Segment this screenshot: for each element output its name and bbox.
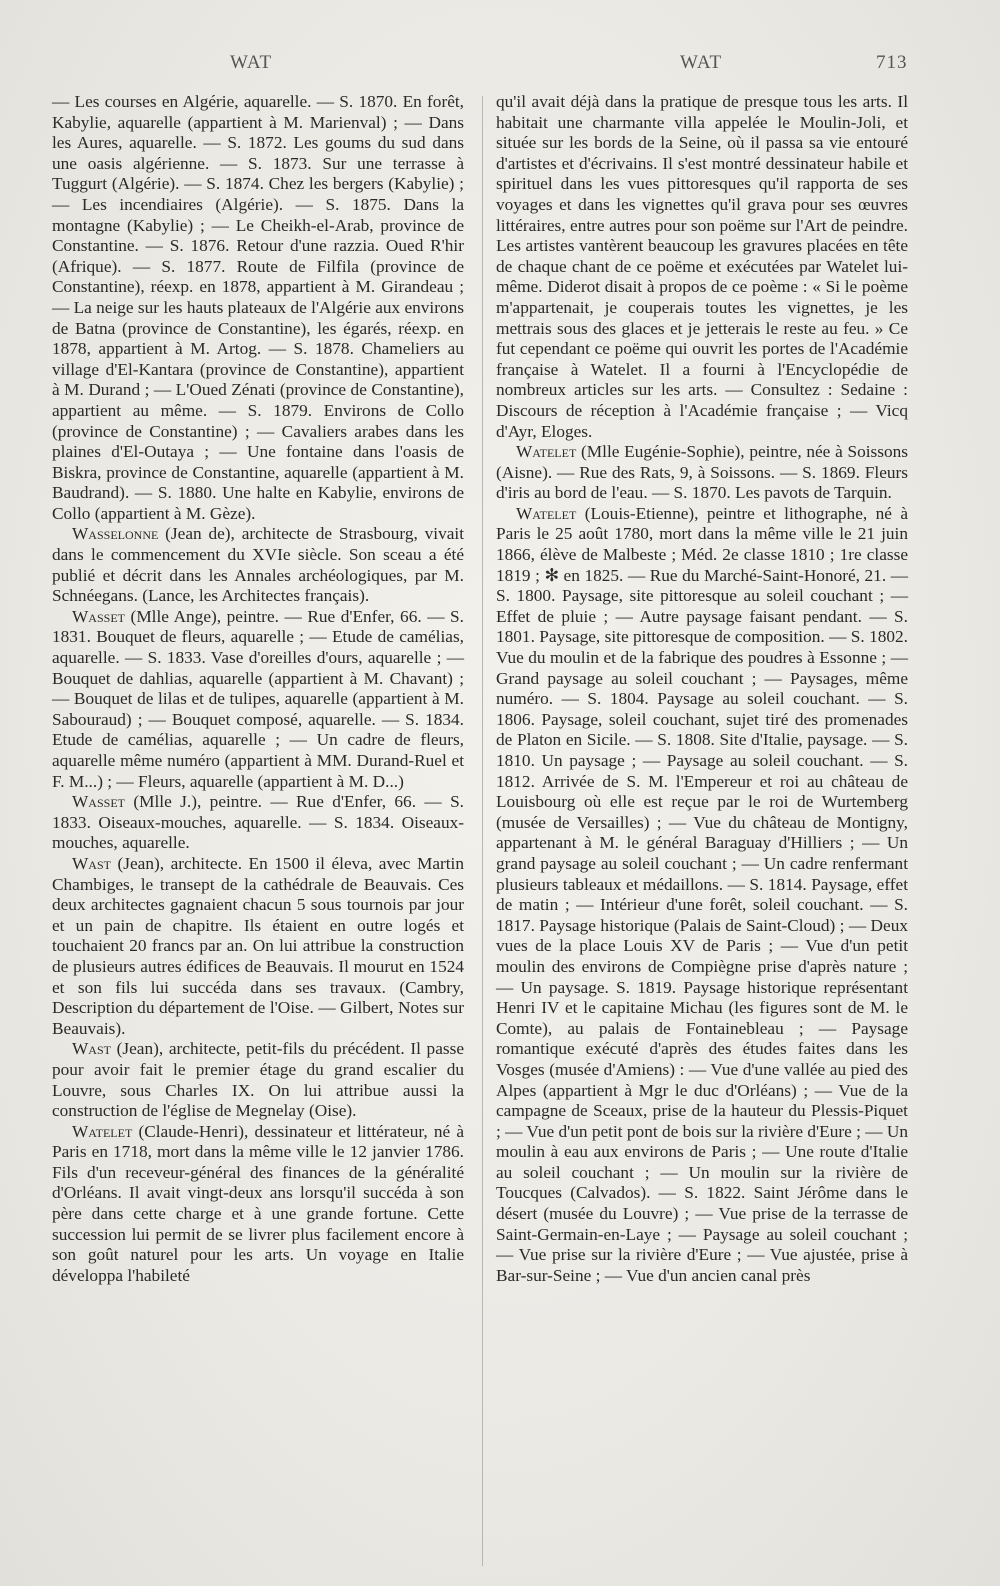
- left-column-paragraph: [52, 607, 464, 792]
- entry-headword: Wasselonne: [72, 524, 159, 544]
- left-column-paragraph: [52, 92, 464, 524]
- left-column-paragraph: [52, 792, 464, 854]
- entry-text: — Les courses en Algérie, aquarelle. — S. 1870. En forêt, Kabylie, aquarelle (appartient à M. Marienval) ; — Dans les Aures, aquarelle. — S. 1872. Les goums du sud dans une oasis algérienne. — S. 1873. Sur une terrasse à Tuggurt (Algérie). — S. 1874. Chez les bergers (Kabylie) ; — Les incendiaires (Algérie). — S. 1875. Dans la montagne (Kabylie) ; — Le Cheikh-el-Arab, province de Constantine. — S. 1876. Retour d'une razzia. Oued R'hir (Afrique). — S. 1877. Route de Filfila (province de Constantine), réexp. en 1878, appartient à M. Girandeau ; — La neige sur les hauts plateaux de l'Algérie aux environs de Batna (province de Constantine), les égarés, réexp. en 1878, appartient à M. Artog. — S. 1878. Chameliers au village d'El-Kantara (province de Constantine), appartient à M. Durand ; — L'Oued Zénati (province de Constantine), appartient au même. — S. 1879. Environs de Collo (province de Constantine) ; — Cavaliers arabes dans les plaines d'El-Outaya ; — Une fontaine dans l'oasis de Biskra, province de Constantine, aquarelle (appartient à M. Baudrand). — S. 1880. Une halte en Kabylie, environs de Collo (appartient à M. Gèze).: [52, 92, 464, 523]
- entry-headword: Wast: [72, 1039, 111, 1059]
- left-column-paragraph: [52, 1039, 464, 1121]
- entry-text: (Claude-Henri), dessinateur et littérateur, né à Paris en 1718, mort dans la même ville le 12 janvier 1786. Fils d'un receveur-général des finances de la généralité d'Orléans. Il avait vingt-deux ans lorsqu'il succéda à son père dans cette charge et à une grande fortune. Cette succession lui permit de se livrer plus facilement encore à son goût naturel pour les arts. Un voyage en Italie développa l'habileté: [52, 1121, 464, 1285]
- entry-headword: Wasset: [72, 606, 125, 626]
- right-column-paragraph: [496, 92, 908, 442]
- left-column-paragraph: [52, 854, 464, 1039]
- entry-text: (Jean de), architecte de Strasbourg, vivait dans le commencement du XVIe siècle. Son sceau a été publié et décrit dans les Annales archéologiques, par M. Schnéegans. (Lance, les Architectes français).: [52, 524, 464, 606]
- entry-text: (Mlle J.), peintre. — Rue d'Enfer, 66. — S. 1833. Oiseaux-mouches, aquarelle. — S. 1834. Oiseaux-mouches, aquarelle.: [52, 792, 464, 853]
- entry-text: (Jean), architecte. En 1500 il éleva, avec Martin Chambiges, le transept de la cathédrale de Beauvais. Ces deux architectes gagnaient chacun 5 sous tournois par jour et un pain de chapitre. Ils étaient en outre logés et touchaient 20 francs par an. On lui attribue la construction de plusieurs autres édifices de Beauvais. Il mourut en 1524 et son fils lui succéda dans ses travaux. (Cambry, Description du département de l'Oise. — Gilbert, Notes sur Beauvais).: [52, 853, 464, 1038]
- left-column: [52, 92, 464, 1286]
- entry-text: qu'il avait déjà dans la pratique de presque tous les arts. Il habitait une charmante villa appelée le Moulin-Joli, et située sur les bords de la Seine, où il passa sa vie entouré d'artistes et d'écrivains. Il s'est montré dessinateur habile et spirituel dans les vues pittoresques qu'il rapporta de ses voyages et dans les vignettes qu'il grava pour ses œuvres littéraires, entre autres pour son poëme sur l'Art de peindre. Les artistes vantèrent beaucoup les gravures placées en tête de chaque chant de ce poëme et exécutées par Watelet lui-même. Diderot disait à propos de ce poème : « Si le poème m'appartenait, je couperais toutes les vignettes, je les mettrais sous des glaces et je jetterais le reste au feu. » Ce fut cependant ce poëme qui ouvrit les portes de l'Académie française à Watelet. Il a fourni à l'Encyclopédie de nombreux articles sur les arts. — Consultez : Sedaine : Discours de réception à l'Académie française ; — Vicq d'Ayr, Eloges.: [496, 92, 908, 441]
- entry-text: (Mlle Ange), peintre. — Rue d'Enfer, 66. — S. 1831. Bouquet de fleurs, aquarelle ; — Etude de camélias, aquarelle. — S. 1833. Vase d'oreilles d'ours, aquarelle ; — Bouquet de dahlias, aquarelle (appartient à M. Chavant) ; — Bouquet de lilas et de tulipes, aquarelle (appartient à M. Sabouraud) ; — Bouquet composé, aquarelle. — S. 1834. Etude de camélias, aquarelle ; — Un cadre de fleurs, aquarelle même numéro (appartient à MM. Durand-Ruel et F. M...) ; — Fleurs, aquarelle (appartient à M. D...): [52, 606, 464, 791]
- left-column-paragraph: [52, 524, 464, 606]
- right-column-paragraph: [496, 504, 908, 1287]
- entry-headword: Wasset: [72, 792, 125, 812]
- running-head-left: WAT: [230, 52, 273, 73]
- right-column: [496, 92, 908, 1286]
- entry-headword: Watelet: [72, 1121, 133, 1141]
- entry-headword: Wast: [72, 853, 111, 873]
- entry-headword: Watelet: [516, 503, 577, 523]
- page-number: 713: [876, 52, 908, 73]
- running-head-center: WAT: [680, 52, 723, 73]
- running-head: [0, 52, 1000, 82]
- left-column-paragraph: [52, 1122, 464, 1287]
- right-column-paragraph: [496, 442, 908, 504]
- entry-text: (Louis-Etienne), peintre et lithographe, né à Paris le 25 août 1780, mort dans la même ville le 21 juin 1866, élève de Malbeste ; Méd. 2e classe 1810 ; 1re classe 1819 ; ✻ en 1825. — Rue du Marché-Saint-Honoré, 21. — S. 1800. Paysage, site pittoresque au soleil couchant ; — Effet de pluie ; — Autre paysage faisant pendant. — S. 1801. Paysage, site pittoresque de composition. — S. 1802. Vue du moulin et de la fabrique des poudres à Essonne ; — Grand paysage au soleil couchant ; — Paysages, même numéro. — S. 1804. Paysage au soleil couchant. — S. 1806. Paysage, soleil couchant, sujet tiré des promenades de Platon en Sicile. — S. 1808. Site d'Italie, paysage. — S. 1810. Un paysage ; — Paysage au soleil couchant. — S. 1812. Arrivée de S. M. l'Empereur et roi au château de Louisbourg où elle est reçue par le roi de Wurtemberg (musée de Versailles) ; — Vue du château de Montigny, appartenant à M. le général Baraguay d'Hilliers ; — Un grand paysage au soleil couchant ; — Un cadre renfermant plusieurs tableaux et médaillons. — S. 1814. Paysage, effet de matin ; — Intérieur d'une forêt, soleil couchant. — S. 1817. Paysage historique (Palais de Saint-Cloud) ; — Deux vues de la place Louis XV de Paris ; — Vue d'un petit moulin des environs de Compiègne prise d'après nature ; — Un paysage. S. 1819. Paysage historique représentant Henri IV et le capitaine Michau (les figures sont de M. le Comte), au palais de Fontainebleau ; — Paysage romantique exécuté d'après des études faites dans les Vosges (musée d'Amiens) : — Vue d'une vallée au pied des Alpes (appartient à Mgr le duc d'Orléans) ; — Vue de la campagne de Sceaux, prise de la hauteur du Plessis-Piquet ; — Vue d'un petit pont de bois sur la rivière d'Eure ; — Un moulin à eau aux environs de Paris ; — Une route d'Italie au soleil couchant ; — Un moulin sur la rivière de Toucques (Calvados). — S. 1822. Saint Jérôme dans le désert (musée du Louvre) ; — Vue prise de la terrasse de Saint-Germain-en-Laye ; — Paysage au soleil couchant ; — Vue prise sur la rivière d'Eure ; — Vue ajustée, prise à Bar-sur-Seine ; — Vue d'un ancien canal près: [496, 503, 908, 1285]
- entry-headword: Watelet: [516, 442, 577, 462]
- entry-text: (Mlle Eugénie-Sophie), peintre, née à Soissons (Aisne). — Rue des Rats, 9, à Soissons. — S. 1869. Fleurs d'iris au bord de l'eau. — S. 1870. Les pavots de Tarquin.: [496, 442, 908, 503]
- column-rule: [482, 96, 483, 1566]
- entry-text: (Jean), architecte, petit-fils du précédent. Il passe pour avoir fait le premier étage du grand escalier du Louvre, sous Charles IX. On lui attribue aussi la construction de l'église de Megnelay (Oise).: [52, 1039, 464, 1121]
